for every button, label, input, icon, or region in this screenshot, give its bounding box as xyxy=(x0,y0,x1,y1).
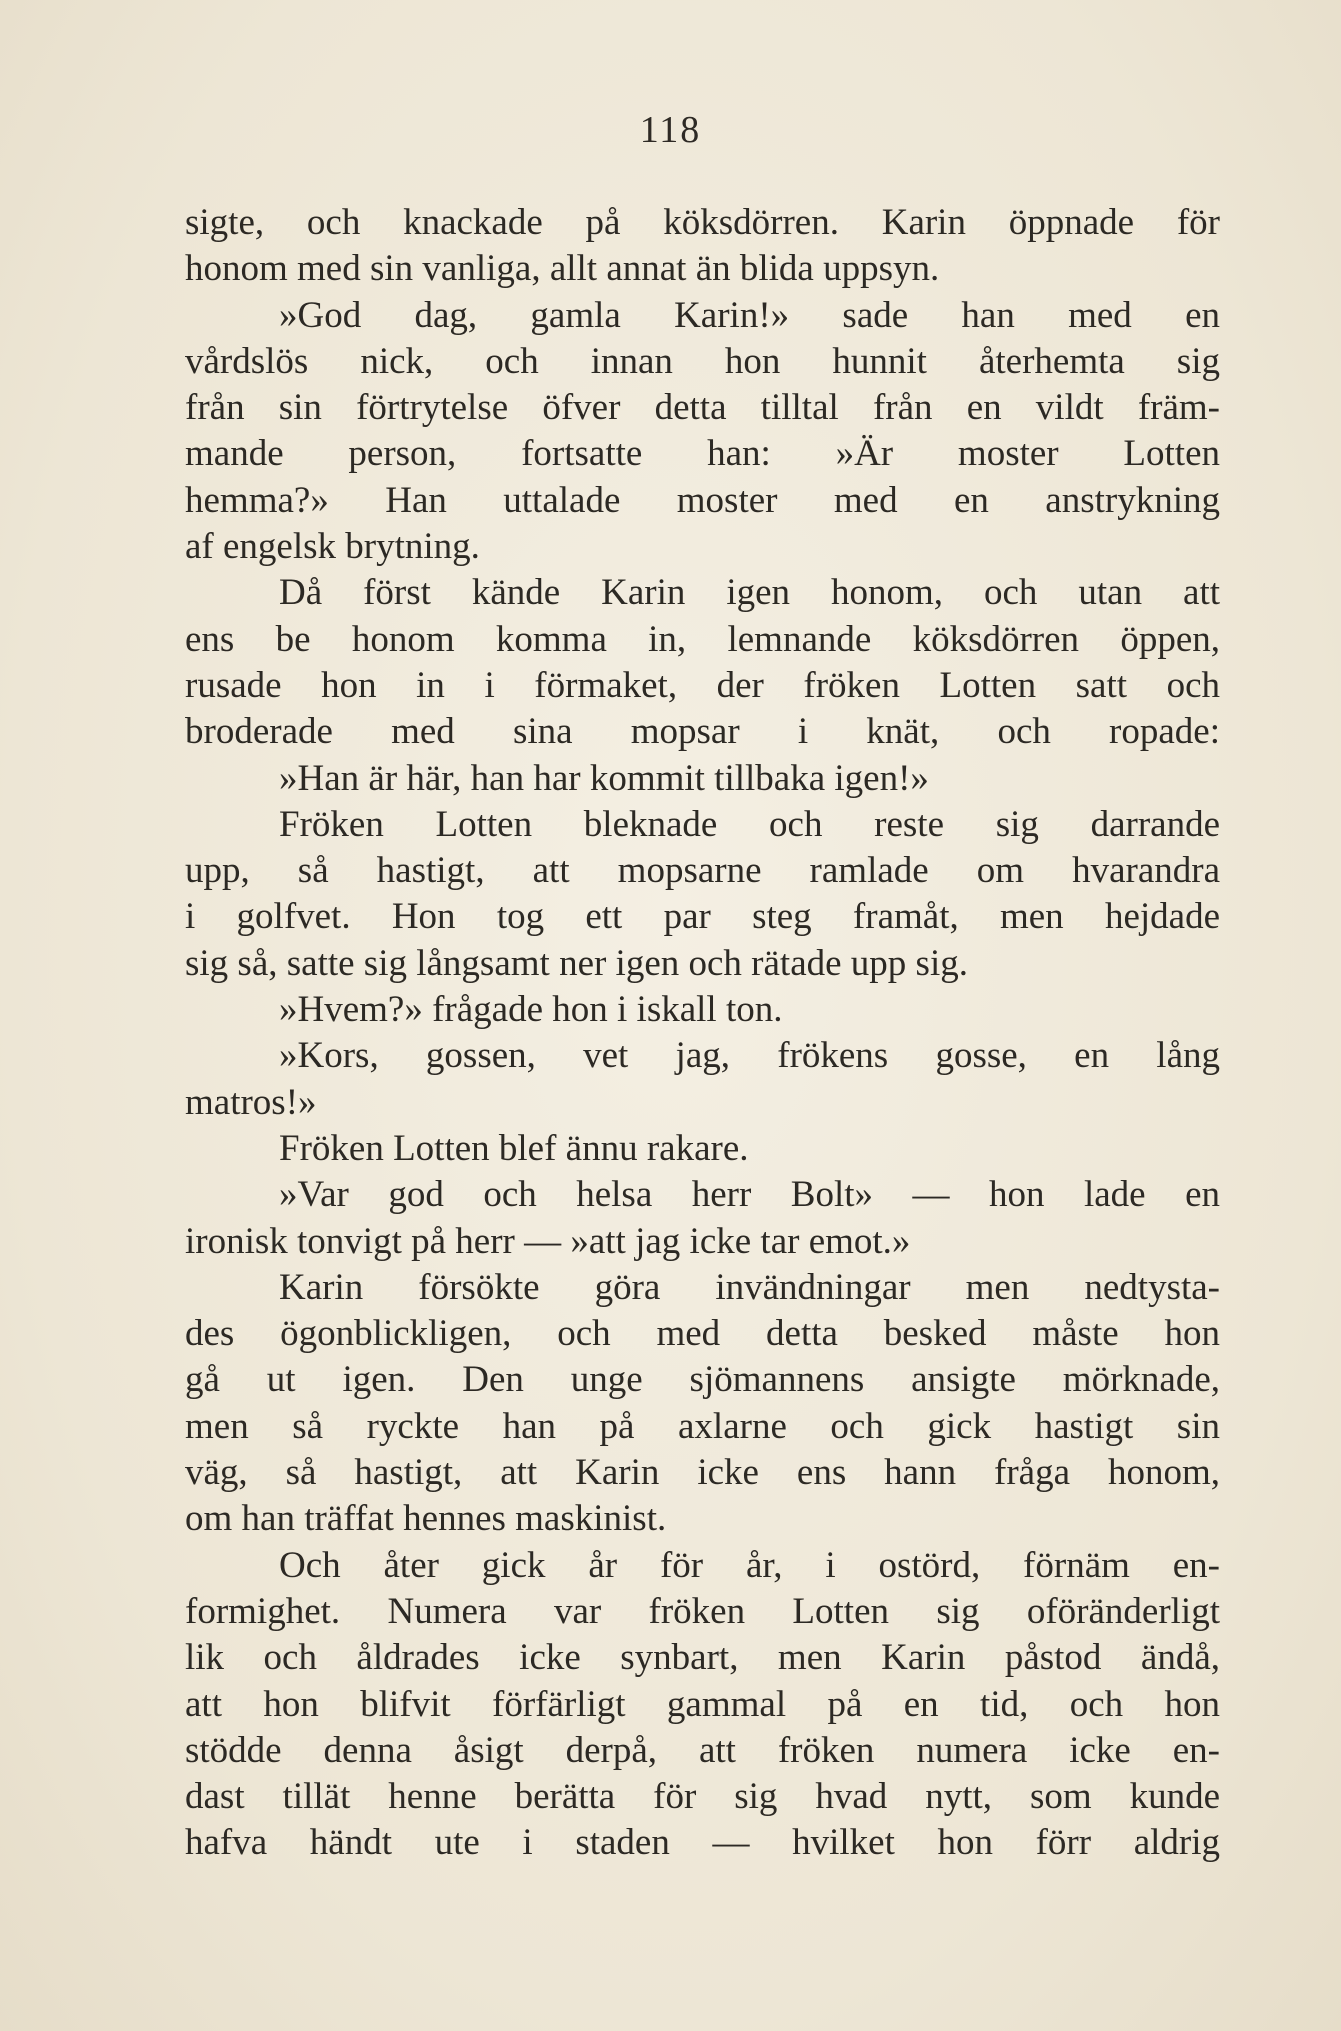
text-line: ens be honom komma in, lemnande köksdörren öppen, xyxy=(185,618,1220,660)
text-line: sigte, och knackade på köksdörren. Karin öppnade för xyxy=(185,202,1220,243)
text-line: från sin förtrytelse öfver detta tilltal från en vildt främ- xyxy=(185,387,1220,429)
text-line: sig så, satte sig långsamt ner igen och rätade upp sig. xyxy=(185,942,968,984)
page-number: 118 xyxy=(639,109,702,151)
text-line: stödde denna åsigt derpå, att fröken numera icke en- xyxy=(185,1729,1220,1771)
text-line: vårdslös nick, och innan hon hunnit återhemta sig xyxy=(185,340,1220,382)
text-line: att hon blifvit förfärligt gammal på en tid, och hon xyxy=(185,1683,1220,1725)
text-line: Då först kände Karin igen honom, och utan att xyxy=(279,572,1220,614)
text-line: »God dag, gamla Karin!» sade han med en xyxy=(279,294,1220,336)
text-line: lik och åldrades icke synbart, men Karin påstod ändå, xyxy=(185,1637,1220,1679)
text-line: Fröken Lotten bleknade och reste sig darrande xyxy=(279,803,1220,845)
text-line: dast tillät henne berätta för sig hvad nytt, som kunde xyxy=(185,1776,1220,1818)
text-line: af engelsk brytning. xyxy=(185,526,480,568)
text-line: om han träffat hennes maskinist. xyxy=(185,1498,667,1540)
text-line: matros!» xyxy=(185,1081,317,1123)
text-line: »Hvem?» frågade hon i iskall ton. xyxy=(279,989,783,1031)
text-line: ironisk tonvigt på herr — »att jag icke tar emot.» xyxy=(185,1220,911,1262)
text-line: i golfvet. Hon tog ett par steg framåt, men hejdade xyxy=(185,896,1220,938)
text-line: Karin försökte göra invändningar men nedtysta- xyxy=(279,1266,1220,1308)
text-line: men så ryckte han på axlarne och gick hastigt sin xyxy=(185,1405,1220,1447)
text-line: hemma?» Han uttalade moster med en anstrykning xyxy=(185,479,1220,521)
text-line: Och åter gick år för år, i ostörd, förnäm en- xyxy=(279,1544,1220,1586)
text-line: upp, så hastigt, att mopsarne ramlade om hvarandra xyxy=(185,850,1220,892)
text-line: Fröken Lotten blef ännu rakare. xyxy=(279,1127,749,1169)
text-line: gå ut igen. Den unge sjömannens ansigte mörknade, xyxy=(185,1359,1220,1401)
text-line: rusade hon in i förmaket, der fröken Lotten satt och xyxy=(185,664,1220,706)
text-line: »Kors, gossen, vet jag, frökens gosse, en lång xyxy=(279,1035,1220,1077)
text-line: mande person, fortsatte han: »Är moster Lotten xyxy=(185,433,1220,475)
text-line: »Var god och helsa herr Bolt» — hon lade en xyxy=(279,1174,1220,1216)
text-line: broderade med sina mopsar i knät, och ropade: xyxy=(185,711,1220,753)
text-line: väg, så hastigt, att Karin icke ens hann fråga honom, xyxy=(185,1452,1220,1494)
text-line: »Han är här, han har kommit tillbaka igen!» xyxy=(279,757,929,799)
text-line: formighet. Numera var fröken Lotten sig oföränderligt xyxy=(185,1590,1220,1632)
text-line: hafva händt ute i staden — hvilket hon förr aldrig xyxy=(185,1822,1220,1864)
text-line: des ögonblickligen, och med detta besked måste hon xyxy=(185,1313,1220,1355)
text-line: honom med sin vanliga, allt annat än blida uppsyn. xyxy=(185,248,940,290)
body-text xyxy=(185,200,1220,1867)
